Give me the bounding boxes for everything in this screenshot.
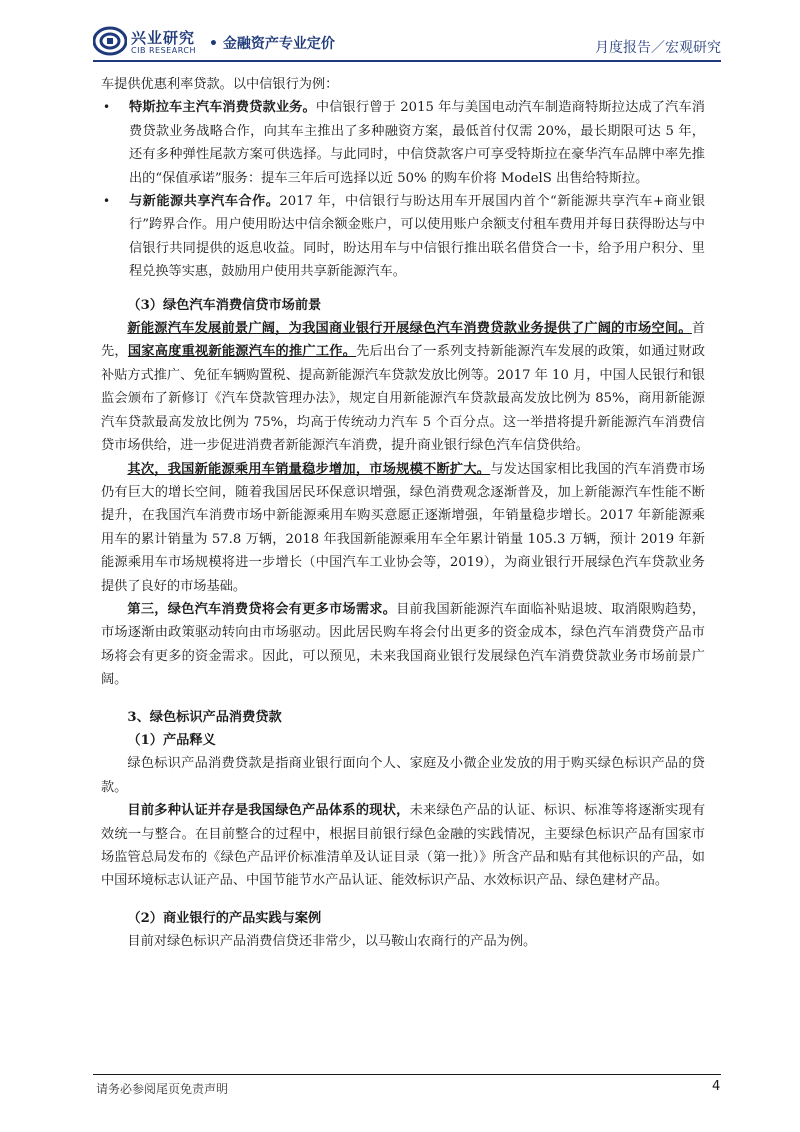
section-heading: 3、绿色标识产品消费贷款 xyxy=(127,709,282,725)
section-heading: （3）绿色汽车消费信贷市场前景 xyxy=(127,297,322,313)
paragraph-text: 首先， xyxy=(101,321,705,360)
paragraph-text: 先后出台了一系列支持新能源汽车发展的政策，如通过财政补贴方式推广、免征车辆购置税、提高新能源汽车贷款发放比例等。2017 年 10 月，中国人民银行和银监会颁布了新修订《汽车贷款管理办法》，规定自用新能源汽车贷款最高发放比例为 85%，商用新能源汽车贷款最高发放比例为 75%，均高于传统动力汽车 5 个百分点。这一举措将提升新能源汽车消费信贷市场供给，进一步促进消费者新能源汽车消费，提升商业银行绿色汽车信贷供给。 xyxy=(101,344,706,454)
paragraph-text: 与发达国家相比我国的汽车消费市场仍有巨大的增长空间，随着我国居民环保意识增强，绿色消费观念逐渐普及，加上新能源汽车性能不断提升，在我国汽车消费市场中新能源乘用车购买意愿正逐渐增强，年销量稳步增长。2017 年新能源乘用车的累计销量为 57.8 万辆，2018 年我国新能源乘用车全年累计销量 105.3 万辆，预计 2019 年新能源乘用车市场规模将进一步增长（中国汽车工业协会等，2019），为商业银行开展绿色汽车贷款业务提供了良好的市场基础。 xyxy=(101,461,705,594)
disclaimer-note: 请务必参阅尾页免责声明 xyxy=(96,1082,229,1096)
paragraph: 目前对绿色标识产品消费信贷还非常少，以马鞍山农商行的产品为例。 xyxy=(127,934,537,950)
bullet-item xyxy=(103,96,705,190)
brand-name-en: CIB RESEARCH xyxy=(131,46,196,55)
paragraph xyxy=(101,799,705,893)
subsection-heading: （2）商业银行的产品实践与案例 xyxy=(127,910,322,926)
page-number: 4 xyxy=(712,1079,721,1094)
page-header xyxy=(93,24,721,64)
paragraph: 绿色标识产品消费贷款是指商业银行面向个人、家庭及小微企业发放的用于购买绿色标识产品的贷款。 xyxy=(101,756,705,795)
bullet-list xyxy=(101,96,705,283)
paragraph xyxy=(101,458,705,598)
brand-name: 兴业研究 xyxy=(131,29,196,47)
brand-tagline: • 金融资产专业定价 xyxy=(209,36,335,52)
emphasis-text: 其次，我国新能源乘用车销量稳步增加，市场规模不断扩大。 xyxy=(127,461,491,477)
document-body xyxy=(101,73,705,954)
intro-text: 车提供优惠利率贷款。以中信银行为例： xyxy=(101,77,339,92)
emphasis-text: 国家高度重视新能源汽车的推广工作。 xyxy=(127,344,357,360)
emphasis-text: 目前多种认证并存是我国绿色产品体系的现状， xyxy=(127,803,410,819)
bullet-text: 2017 年，中信银行与盼达用车开展国内首个“新能源共享汽车+商业银行”跨界合作。用户使用盼达中信余额金账户，可以使用账户余额支付租车费用并每日获得盼达与中信银行共同提供的返息收益。同时，盼达用车与中信银行推出联名借贷合一卡，给予用户积分、里程兑换等实惠，鼓励用户使用共享新能源汽车。 xyxy=(129,194,706,280)
paragraph xyxy=(101,317,705,457)
bullet-text: 中信银行曾于 2015 年与美国电动汽车制造商特斯拉达成了汽车消费贷款业务战略合作，向其车主推出了多种融资方案，最低首付仅需 20%，最长期限可达 5 年，还有多种弹性尾款方案可供选择。与此同时，中信贷款客户可享受特斯拉在豪华汽车品牌中率先推出的“保值承诺”服务：提车三年后可选择以近 50% 的购车价将 ModelS 出售给特斯拉。 xyxy=(129,100,705,186)
bullet-icon: • xyxy=(103,194,111,209)
bullet-item xyxy=(103,190,706,284)
emphasis-text: 新能源汽车发展前景广阔，为我国商业银行开展绿色汽车消费贷款业务提供了广阔的市场空间。 xyxy=(127,321,692,337)
paragraph-text: 目前我国新能源汽车面临补贴退坡、取消限购趋势，市场逐渐由政策驱动转向由市场驱动。因此居民购车将会付出更多的资金成本，绿色汽车消费贷产品市场将会有更多的资金需求。因此，可以预见，未来我国商业银行发展绿色汽车消费贷款业务市场前景广阔。 xyxy=(101,601,706,688)
footer-divider xyxy=(93,1074,721,1075)
subsection-heading: （1）产品释义 xyxy=(127,732,216,748)
paragraph xyxy=(101,598,705,692)
bullet-title: 与新能源共享汽车合作。 xyxy=(129,194,280,210)
emphasis-text: 第三，绿色汽车消费贷将会有更多市场需求。 xyxy=(127,601,397,617)
paragraph-text: 未来绿色产品的认证、标识、标准等将逐渐实现有效统一与整合。在目前整合的过程中，根据目前银行绿色金融的实践情况，主要绿色标识产品有国家市场监管总局发布的《绿色产品评价标准清单及认证目录（第一批）》所含产品和贴有其他标识的产品，如中国环境标志认证产品、中国节能节水产品认证、能效标识产品、水效标识产品、绿色建材产品。 xyxy=(101,803,706,889)
bullet-title: 特斯拉车主汽车消费贷款业务。 xyxy=(129,100,316,116)
header-divider xyxy=(93,60,721,62)
bullet-icon: • xyxy=(103,100,111,115)
cib-logo-icon xyxy=(93,26,127,56)
report-type: 月度报告／宏观研究 xyxy=(595,40,721,56)
